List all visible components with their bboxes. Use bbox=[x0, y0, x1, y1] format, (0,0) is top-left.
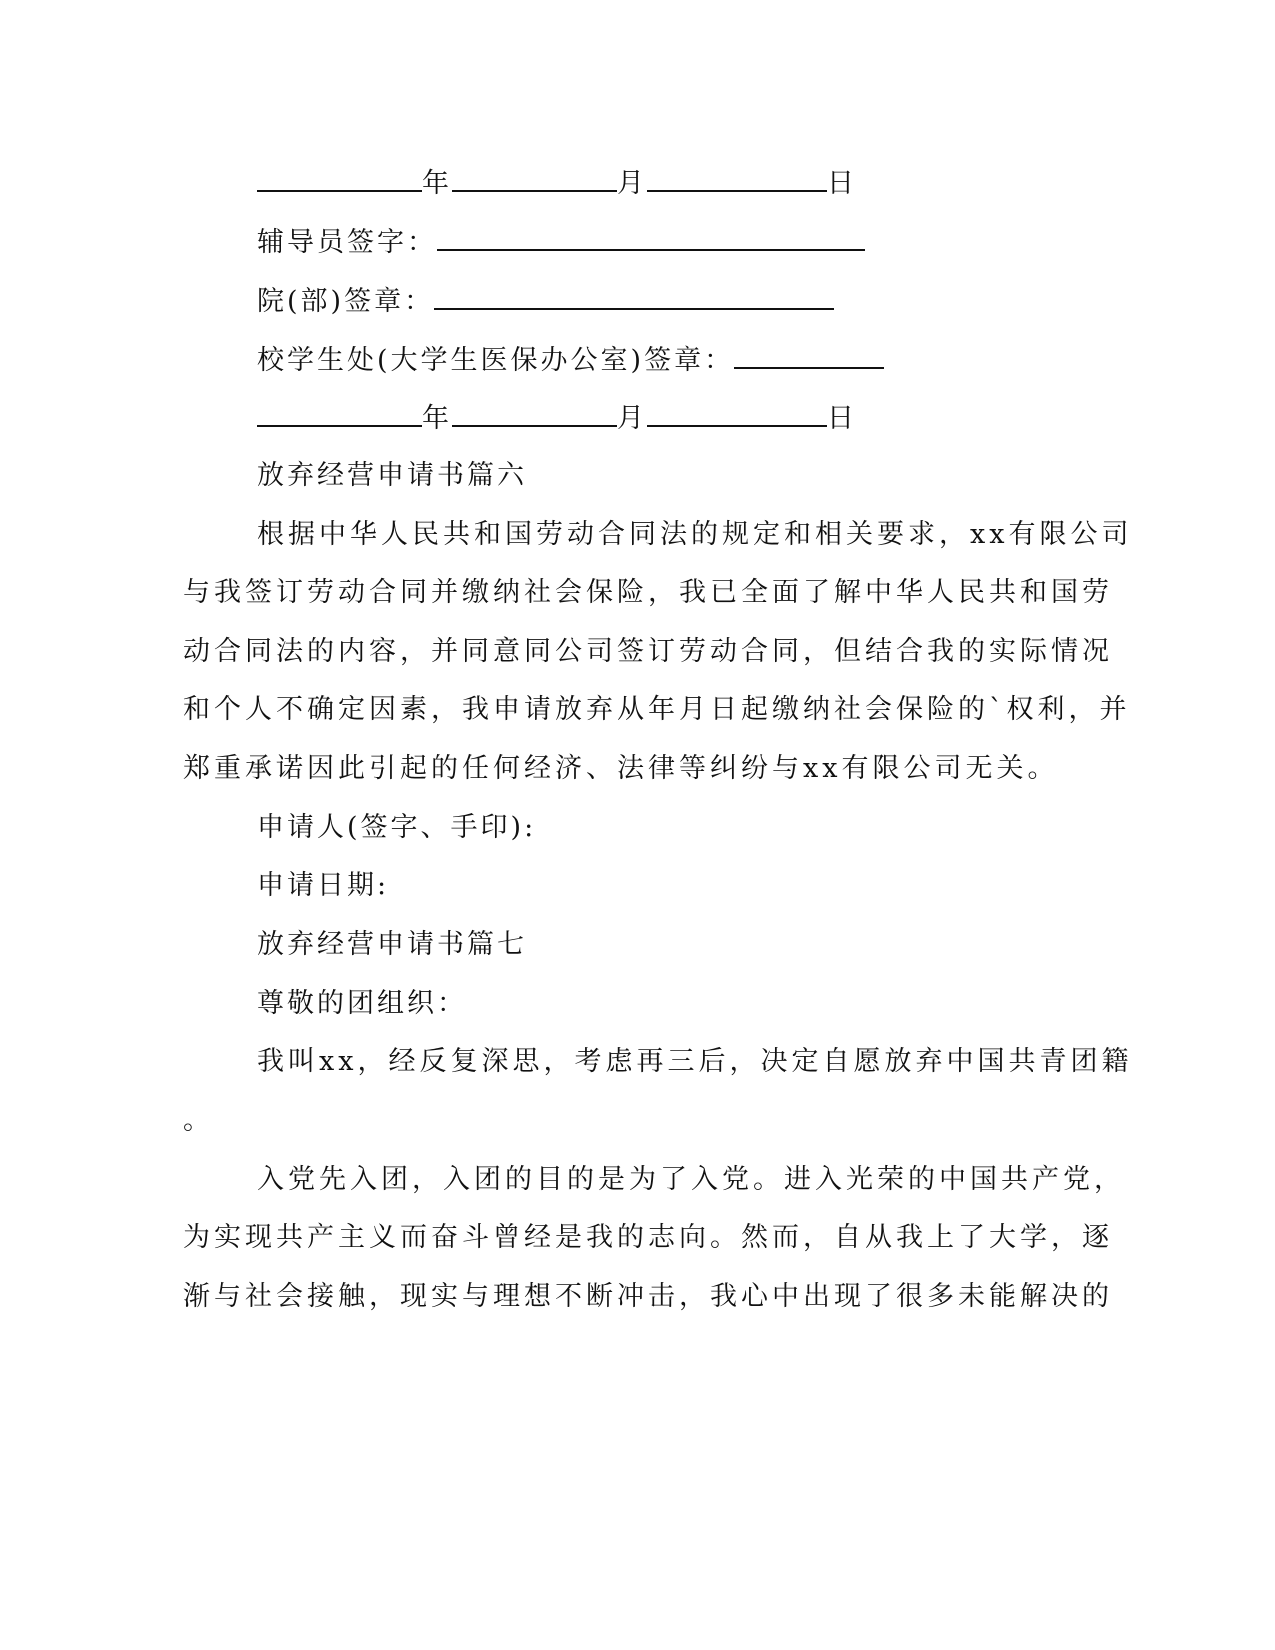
paragraph-line: 与我签订劳动合同并缴纳社会保险，我已全面了解中华人民共和国劳 bbox=[183, 577, 1113, 608]
year-label: 年 bbox=[422, 403, 452, 434]
paragraph-line: 根据中华人民共和国劳动合同法的规定和相关要求，xx有限公司 bbox=[257, 519, 1133, 550]
paragraph-line: 我叫xx，经反复深思，考虑再三后，决定自愿放弃中国共青团籍 bbox=[257, 1046, 1133, 1077]
office-sign-row bbox=[257, 339, 1137, 381]
day-blank bbox=[647, 397, 827, 427]
counselor-sign-row bbox=[257, 221, 1137, 263]
year-blank bbox=[257, 397, 422, 427]
month-blank bbox=[452, 397, 617, 427]
section-heading: 放弃经营申请书篇六 bbox=[257, 460, 527, 491]
month-label: 月 bbox=[617, 403, 647, 434]
day-label: 日 bbox=[827, 168, 857, 199]
month-blank bbox=[452, 162, 617, 192]
year-label: 年 bbox=[422, 168, 452, 199]
dept-sign-label: 院(部)签章： bbox=[257, 286, 435, 317]
dept-sign-blank bbox=[434, 280, 834, 310]
day-label: 日 bbox=[827, 403, 857, 434]
paragraph-line: 动合同法的内容，并同意同公司签订劳动合同，但结合我的实际情况 bbox=[183, 636, 1113, 667]
date-row-2 bbox=[257, 397, 1137, 439]
counselor-sign-label: 辅导员签字： bbox=[257, 227, 437, 258]
year-blank bbox=[257, 162, 422, 192]
dept-sign-row bbox=[257, 280, 1137, 322]
date-row-1 bbox=[257, 162, 1137, 204]
day-blank bbox=[647, 162, 827, 192]
office-sign-label: 校学生处(大学生医保办公室)签章： bbox=[257, 345, 735, 376]
office-sign-blank bbox=[734, 339, 884, 369]
paragraph-line: 。 bbox=[183, 1105, 213, 1136]
paragraph-line: 入党先入团，入团的目的是为了入党。进入光荣的中国共产党， bbox=[257, 1164, 1125, 1195]
paragraph-line: 为实现共产主义而奋斗曾经是我的志向。然而，自从我上了大学，逐 bbox=[183, 1222, 1113, 1253]
apply-date-label: 申请日期: bbox=[257, 870, 390, 901]
paragraph-line: 郑重承诺因此引起的任何经济、法律等纠纷与xx有限公司无关。 bbox=[183, 753, 1059, 784]
paragraph-line: 渐与社会接触，现实与理想不断冲击，我心中出现了很多未能解决的 bbox=[183, 1281, 1113, 1312]
paragraph-line: 和个人不确定因素，我申请放弃从年月日起缴纳社会保险的`权利，并 bbox=[183, 694, 1131, 725]
applicant-label: 申请人(签字、手印): bbox=[257, 812, 537, 843]
salutation: 尊敬的团组织： bbox=[257, 988, 467, 1019]
month-label: 月 bbox=[617, 168, 647, 199]
section-heading: 放弃经营申请书篇七 bbox=[257, 929, 527, 960]
counselor-sign-blank bbox=[437, 221, 865, 251]
